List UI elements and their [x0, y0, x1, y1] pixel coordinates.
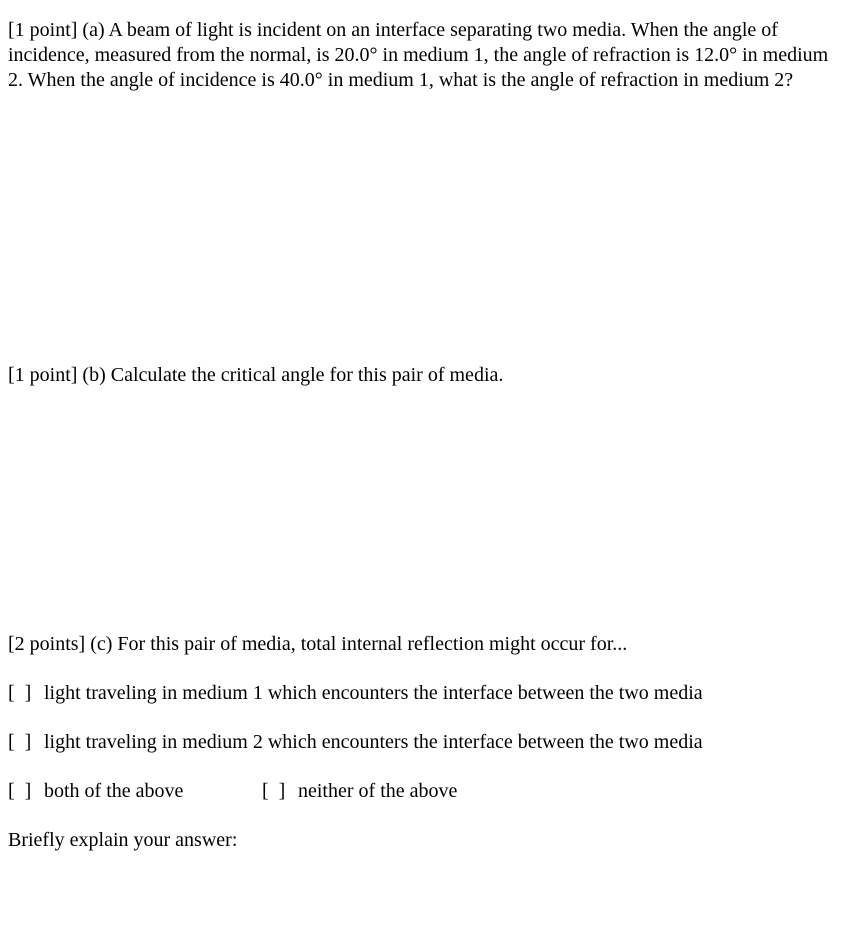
option-both[interactable] [8, 779, 183, 804]
option-label: light traveling in medium 2 which encounters the interface between the two media [44, 731, 703, 753]
option-checkbox[interactable]: [ ] [262, 780, 286, 802]
question-c-text: [2 points] (c) For this pair of media, total internal reflection might occur for... [8, 633, 628, 655]
question-b-text: [1 point] (b) Calculate the critical angle for this pair of media. [8, 364, 504, 386]
option-label: both of the above [44, 780, 184, 802]
option-checkbox[interactable]: [ ] [8, 731, 32, 753]
option-medium-2[interactable] [8, 730, 703, 755]
option-label: light traveling in medium 1 which encounters the interface between the two media [44, 682, 703, 704]
explain-prompt: Briefly explain your answer: [8, 829, 238, 851]
option-medium-1[interactable] [8, 681, 703, 706]
option-checkbox[interactable]: [ ] [8, 780, 32, 802]
option-checkbox[interactable]: [ ] [8, 682, 32, 704]
option-label: neither of the above [298, 780, 458, 802]
question-a-text: [1 point] (a) A beam of light is incident on an interface separating two media. When the angle of incidence, measured from the normal, is 20.0° in medium 1, the angle of refraction is 12.0° in medium 2. When the angle of incidence is 40.0° in medium 1, what is the angle of refraction in medium 2? [8, 19, 829, 91]
option-neither[interactable] [262, 779, 457, 804]
